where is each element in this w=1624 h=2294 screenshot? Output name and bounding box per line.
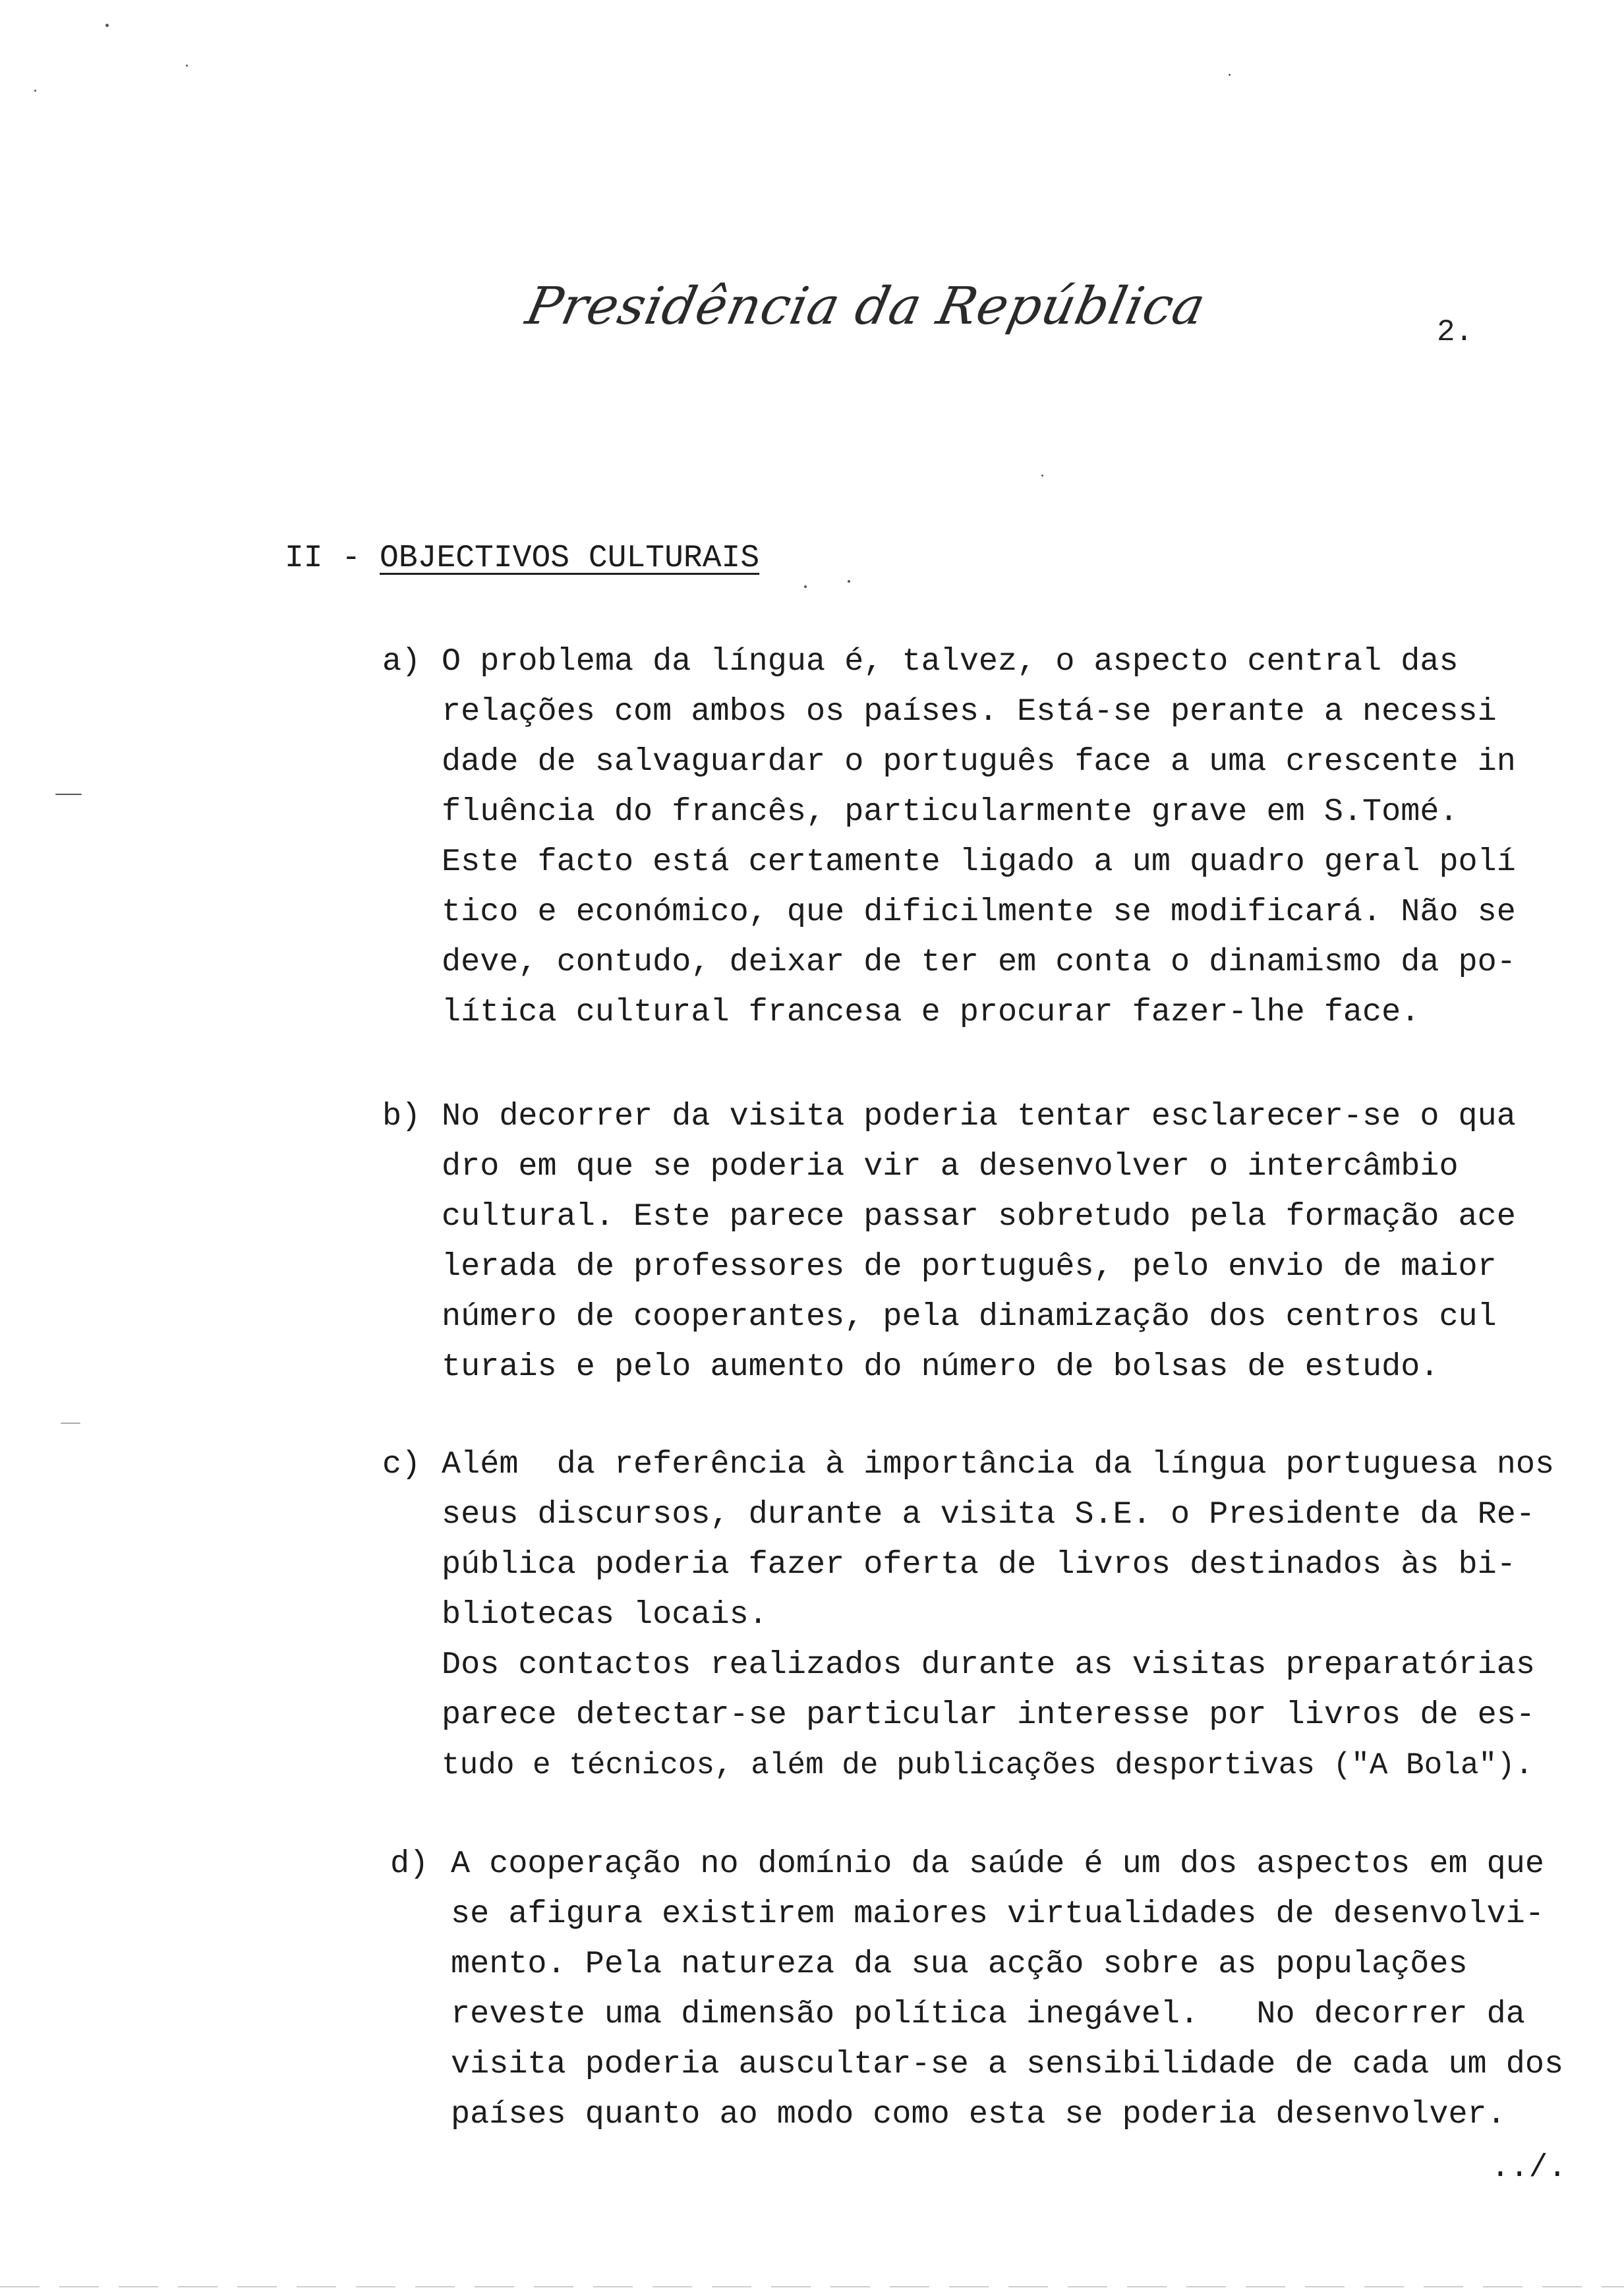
item-body — [442, 1440, 1554, 1790]
text-line: deve, contudo, deixar de ter em conta o dinamismo da po- — [442, 944, 1516, 980]
item-marker: c) — [382, 1446, 421, 1483]
text-line: seus discursos, durante a visita S.E. o Presidente da Re- — [442, 1496, 1535, 1533]
item-body — [442, 637, 1516, 1038]
text-line: A cooperação no domínio da saúde é um dos aspectos em que — [451, 1846, 1544, 1882]
scan-speck — [848, 580, 850, 583]
text-line: dro em que se poderia vir a desenvolver o intercâmbio — [442, 1148, 1459, 1185]
text-line: países quanto ao modo como esta se poderia desenvolver. — [451, 2096, 1506, 2132]
item-marker: b) — [382, 1098, 421, 1134]
scan-speck — [55, 794, 82, 795]
item-marker: a) — [382, 643, 421, 680]
text-line: número de cooperantes, pela dinamização dos centros cul — [442, 1299, 1497, 1335]
continuation-mark: ../. — [1491, 2150, 1567, 2186]
item-body — [451, 1839, 1563, 2140]
text-line: tudo e técnicos, além de publicações desportivas ("A Bola"). — [442, 1748, 1534, 1782]
text-line: O problema da língua é, talvez, o aspecto central das — [442, 643, 1459, 680]
page-number: 2. — [1437, 315, 1474, 349]
text-line: reveste uma dimensão política inegável. No decorrer da — [451, 1996, 1525, 2032]
section-numeral: II - — [285, 541, 380, 576]
section-title: OBJECTIVOS CULTURAIS — [380, 541, 760, 576]
item-marker: d) — [390, 1846, 429, 1882]
text-line: cultural. Este parece passar sobretudo pela formação ace — [442, 1198, 1516, 1235]
scan-speck — [1229, 74, 1231, 76]
scan-edge — [0, 2286, 1624, 2287]
scan-speck — [804, 585, 807, 588]
text-line: mento. Pela natureza da sua acção sobre as populações — [451, 1946, 1468, 1982]
text-line: Além da referência à importância da língua portuguesa nos — [442, 1446, 1555, 1483]
text-line: pública poderia fazer oferta de livros destinados às bi- — [442, 1546, 1516, 1583]
scan-speck — [61, 1423, 80, 1424]
text-line: tico e económico, que dificilmente se modificará. Não se — [442, 894, 1516, 930]
text-line: lerada de professores de português, pelo envio de maior — [442, 1249, 1497, 1285]
text-line: fluência do francês, particularmente grave em S.Tomé. — [442, 794, 1459, 830]
scan-speck — [34, 90, 36, 92]
scan-speck — [1041, 475, 1043, 477]
scan-speck — [186, 65, 188, 67]
text-line: bliotecas locais. — [442, 1597, 768, 1633]
text-line: Dos contactos realizados durante as visitas preparatórias — [442, 1647, 1535, 1683]
text-line: parece detectar-se particular interesse por livros de es- — [442, 1697, 1535, 1733]
text-line: relações com ambos os países. Está-se perante a necessi — [442, 693, 1497, 730]
text-line: turais e pelo aumento do número de bolsas de estudo. — [442, 1349, 1439, 1385]
text-line: Este facto está certamente ligado a um quadro geral polí — [442, 844, 1516, 880]
text-line: lítica cultural francesa e procurar fazer-lhe face. — [442, 994, 1420, 1030]
text-line: visita poderia auscultar-se a sensibilidade de cada um dos — [451, 2046, 1564, 2082]
section-heading — [285, 541, 759, 576]
letterhead: Presidência da República — [521, 277, 1211, 336]
scan-speck — [105, 24, 109, 27]
text-line: dade de salvaguardar o português face a uma crescente in — [442, 744, 1516, 780]
item-body — [442, 1092, 1516, 1392]
text-line: se afigura existirem maiores virtualidades de desenvolvi- — [451, 1896, 1544, 1932]
text-line: No decorrer da visita poderia tentar esclarecer-se o qua — [442, 1098, 1516, 1134]
